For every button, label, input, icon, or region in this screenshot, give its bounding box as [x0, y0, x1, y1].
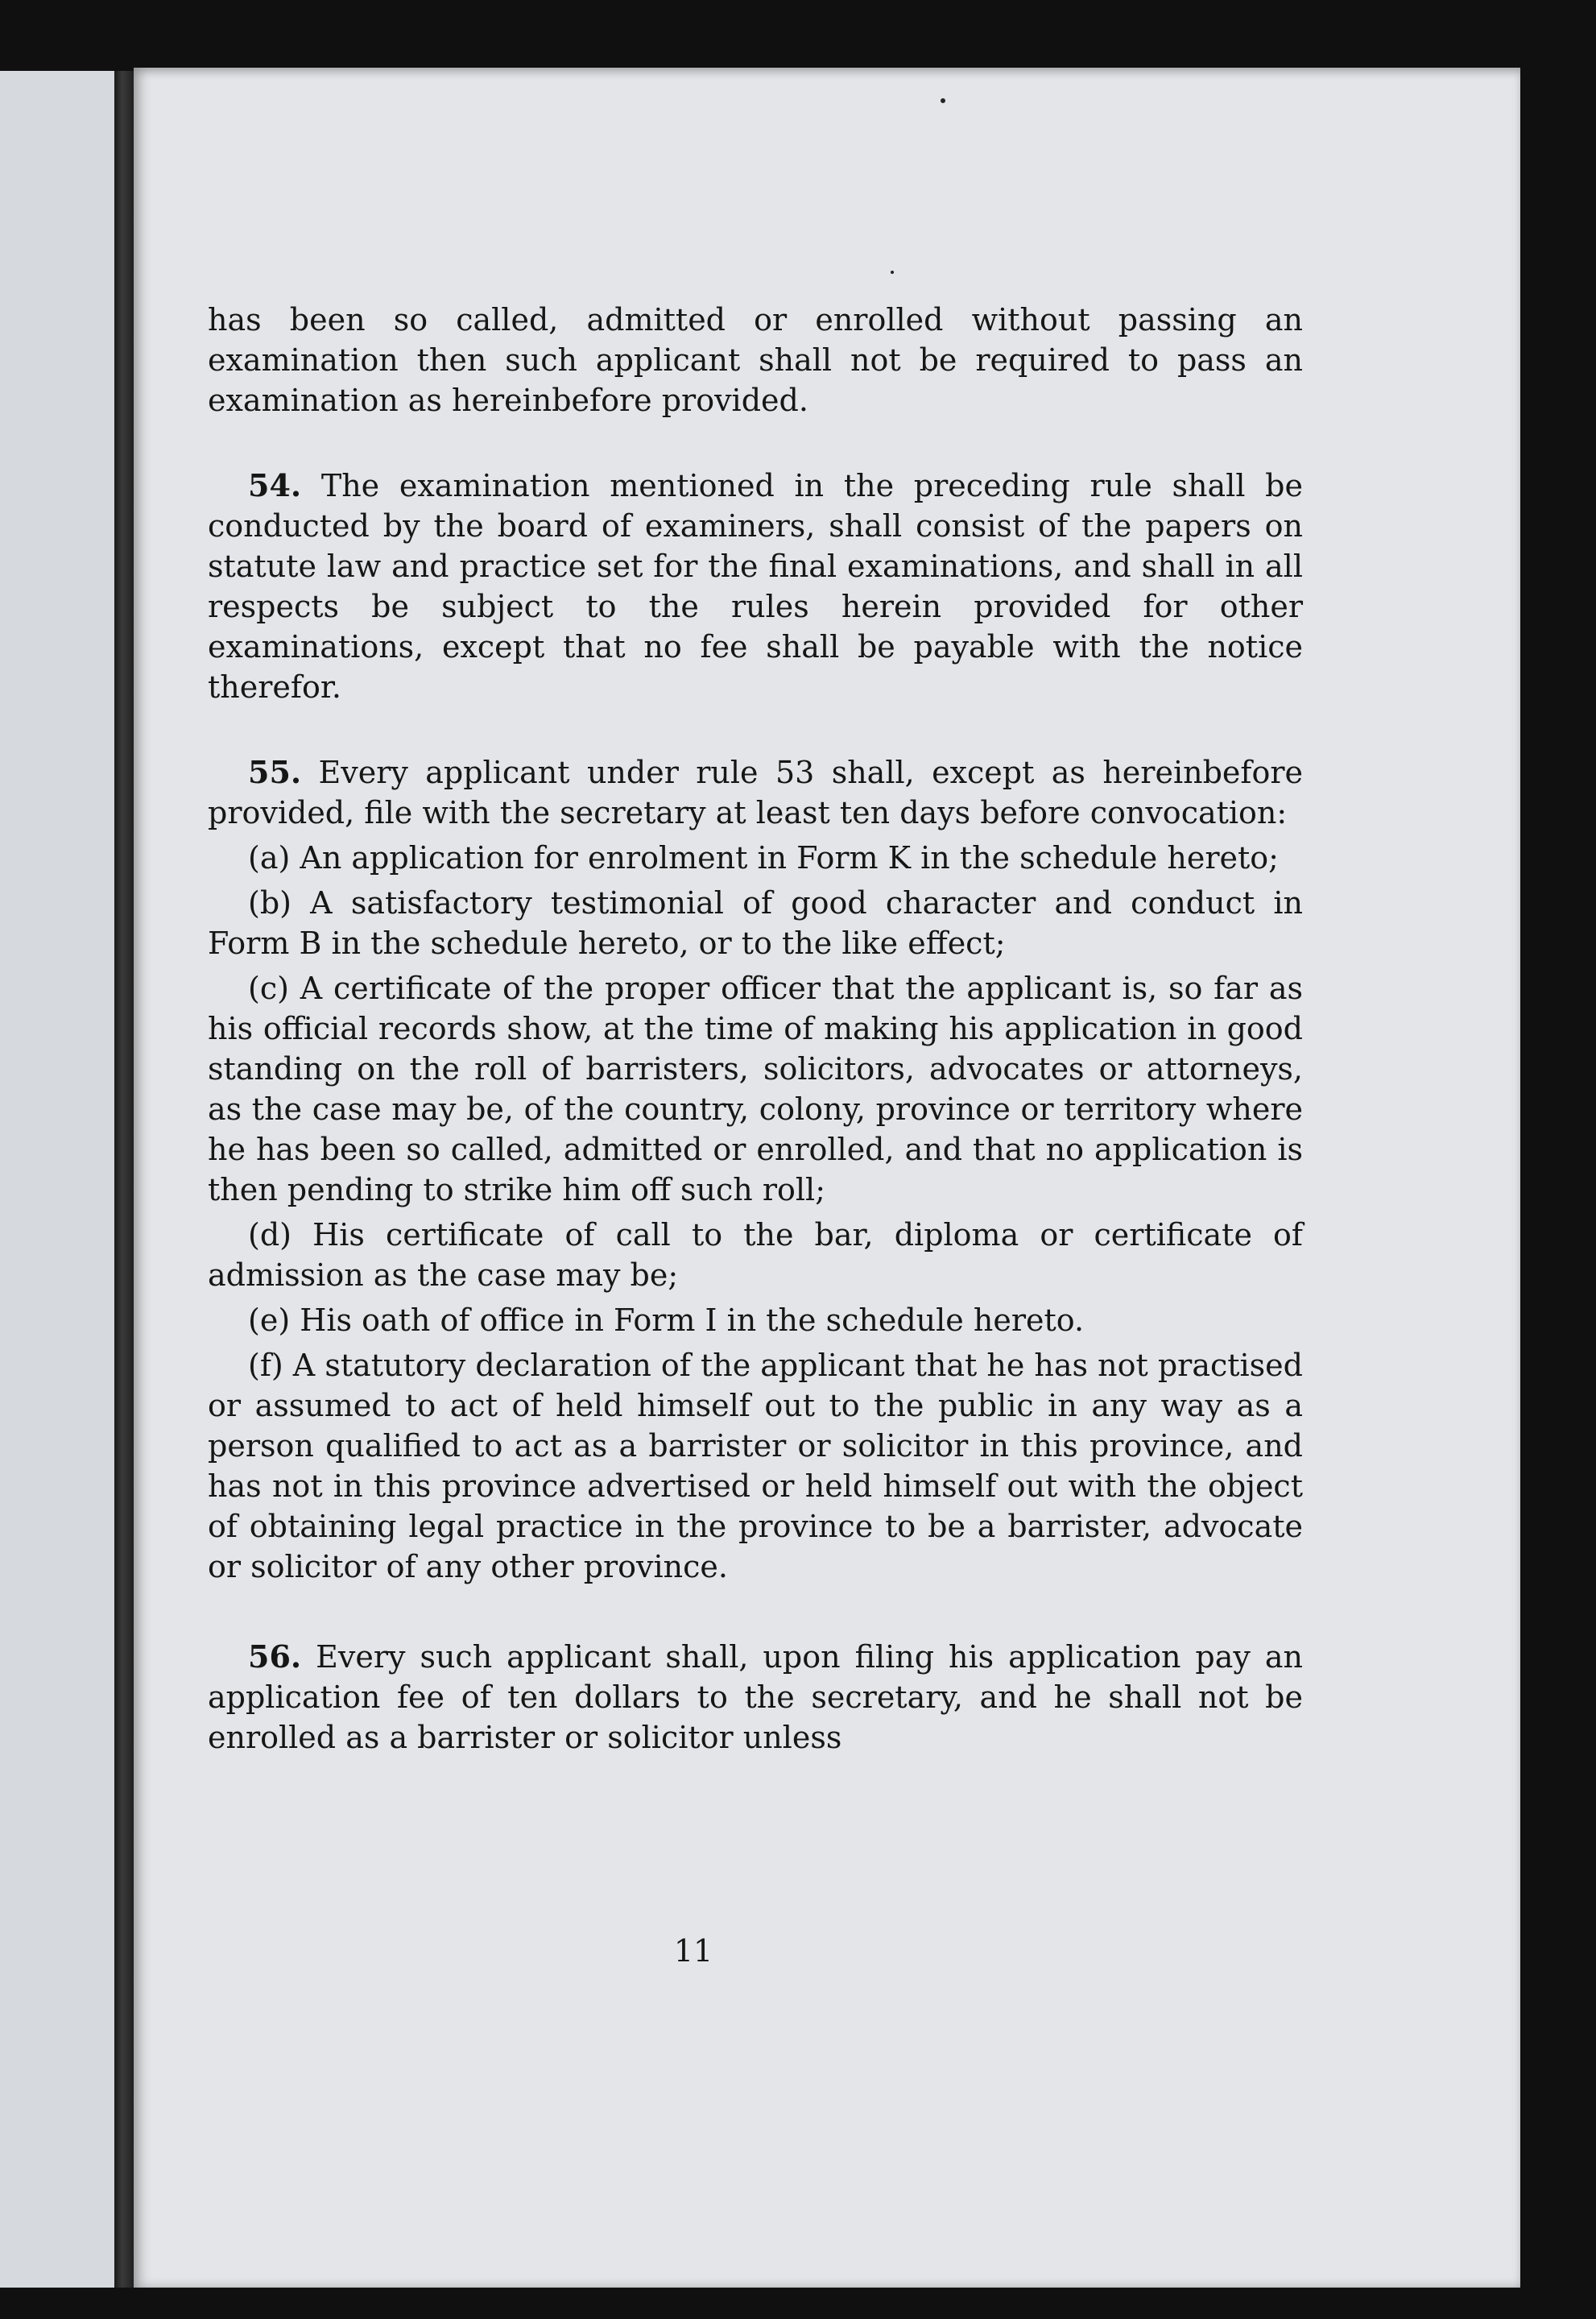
rule-55-item-b: (b) A satisfactory testimonial of good character and conduct in Form B in the schedule hereto, or to the like effect;	[208, 885, 1303, 961]
rule-56-paragraph	[208, 1637, 1303, 1758]
rule-55-item-e: (e) His oath of office in Form I in the schedule hereto.	[248, 1302, 1085, 1338]
rule-54-text: The examination mentioned in the preceding rule shall be conducted by the board of examiners, shall consist of the papers on statute law and practice set for the final examinations, and shall in all respects be subject to the rules herein provided for other examinations, except that no fee shall be payable with the notice therefor.	[208, 468, 1303, 705]
rule-55-intro: Every applicant under rule 53 shall, except as hereinbefore provided, file with the secretary at least ten days before convocation:	[208, 755, 1303, 830]
page-number: 11	[673, 1933, 713, 1969]
rule-55-item-c: (c) A certificate of the proper officer that the applicant is, so far as his official records show, at the time of making his application in good standing on the roll of barristers, solicitors, advocates or attorneys, as the case may be, of the country, colony, province or territory where he has been so called, admitted or enrolled, and that no application is then pending to strike him off such roll;	[208, 971, 1303, 1207]
speck	[891, 271, 894, 274]
rule-56-number: 56.	[248, 1638, 302, 1675]
speck	[941, 98, 945, 103]
rule-54-paragraph	[208, 466, 1303, 707]
rule-55-number: 55.	[248, 754, 302, 790]
rule-55-item-d: (d) His certificate of call to the bar, diploma or certificate of admission as the case may be;	[208, 1217, 1303, 1293]
continuation-paragraph: has been so called, admitted or enrolled without passing an examination then such applicant shall not be required to pass an examination as hereinbefore provided.	[208, 302, 1303, 418]
rule-55-paragraph	[208, 752, 1303, 833]
rule-55-item-a: (a) An application for enrolment in Form K in the schedule hereto;	[248, 840, 1279, 876]
rule-56-text: Every such applicant shall, upon filing his application pay an application fee of ten dollars to the secretary, and he shall not be enrolled as a barrister or solicitor unless	[208, 1639, 1303, 1755]
page-text	[208, 300, 1303, 1758]
rule-54-number: 54.	[248, 467, 302, 503]
rule-55-item-f: (f) A statutory declaration of the applicant that he has not practised or assumed to act of held himself out to the public in any way as a person qualified to act as a barrister or solicitor in this province, and has not in this province advertised or held himself out with the object of obtaining legal practice in the province to be a barrister, advocate or solicitor of any other province.	[208, 1348, 1303, 1584]
